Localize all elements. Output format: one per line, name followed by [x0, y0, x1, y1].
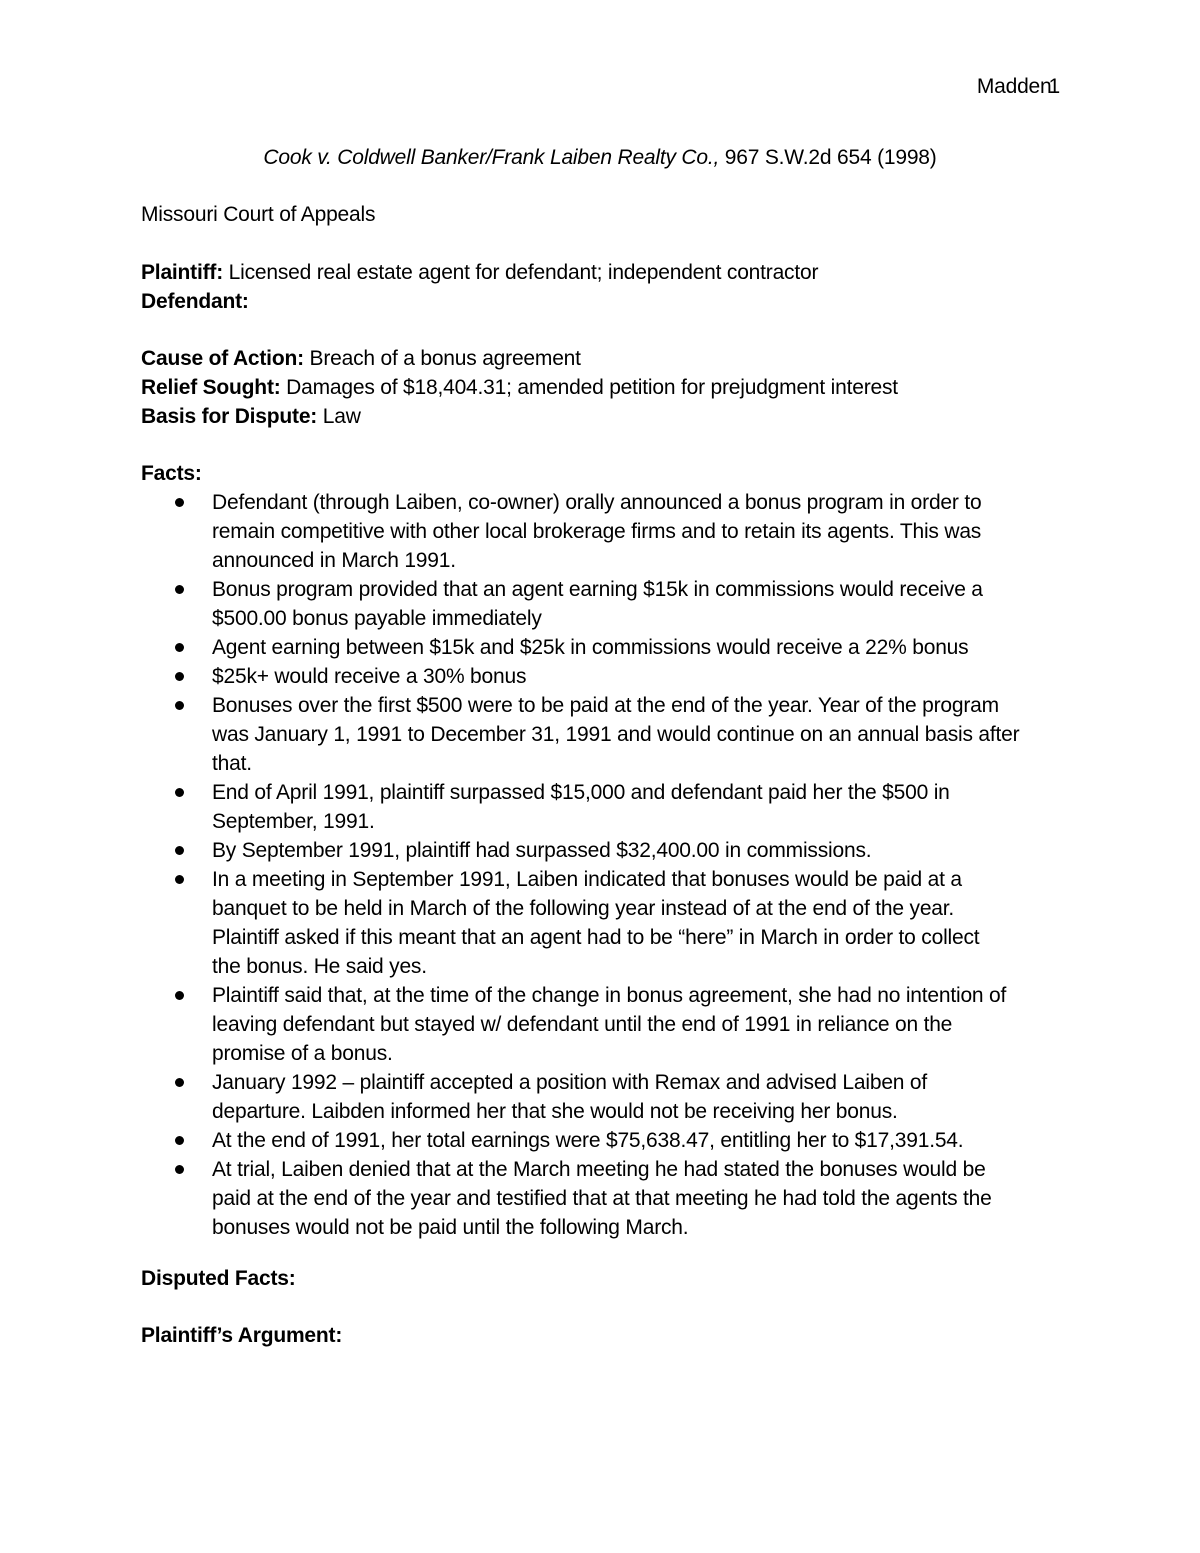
- fact-text-line: At the end of 1991, her total earnings were $75,638.47, entitling her to $17,391.54.: [212, 1129, 964, 1152]
- fact-text-line: Agent earning between $15k and $25k in commissions would receive a 22% bonus: [212, 636, 969, 659]
- bullet-icon: [175, 1078, 184, 1087]
- facts-heading: Facts:: [141, 462, 202, 485]
- disputed-facts-heading: Disputed Facts:: [141, 1267, 296, 1290]
- fact-text-line: was January 1, 1991 to December 31, 1991 and would continue on an annual basis after: [212, 723, 1020, 746]
- defendant-label: Defendant:: [141, 290, 249, 313]
- cause-of-action-line: [141, 344, 1061, 373]
- fact-text-line: $25k+ would receive a 30% bonus: [212, 665, 527, 688]
- bullet-icon: [175, 991, 184, 1000]
- basis-label: Basis for Dispute:: [141, 405, 318, 428]
- fact-text-line: Bonuses over the first $500 were to be paid at the end of the year. Year of the program: [212, 694, 999, 717]
- bullet-icon: [175, 585, 184, 594]
- fact-list-item: [141, 662, 1061, 691]
- fact-text: [212, 691, 1072, 778]
- fact-text: [212, 633, 1072, 662]
- relief-value: Damages of $18,404.31; amended petition for prejudgment interest: [286, 376, 898, 399]
- fact-list-item: [141, 575, 1061, 633]
- running-head-name: Madden: [976, 75, 1052, 98]
- parties-section: [141, 258, 1061, 316]
- bullet-icon: [175, 788, 184, 797]
- case-name: Cook v. Coldwell Banker/Frank Laiben Realty Co.,: [263, 146, 720, 169]
- plaintiff-argument-heading: Plaintiff’s Argument:: [141, 1324, 343, 1347]
- fact-text-line: that.: [212, 752, 252, 775]
- facts-section: [141, 459, 1061, 1242]
- fact-text-line: End of April 1991, plaintiff surpassed $15,000 and defendant paid her the $500 in: [212, 781, 950, 804]
- fact-list-item: [141, 691, 1061, 778]
- fact-text-line: By September 1991, plaintiff had surpassed $32,400.00 in commissions.: [212, 839, 872, 862]
- facts-list: [141, 488, 1061, 1242]
- cause-label: Cause of Action:: [141, 347, 304, 370]
- fact-text: [212, 836, 1072, 865]
- fact-list-item: [141, 836, 1061, 865]
- case-reporter: 967 S.W.2d 654 (1998): [724, 146, 937, 169]
- disputed-facts-section: [141, 1264, 1061, 1293]
- plaintiff-value: Licensed real estate agent for defendant; independent contractor: [228, 261, 819, 284]
- fact-text: [212, 575, 1072, 633]
- fact-list-item: [141, 778, 1061, 836]
- plaintiff-argument-section: [141, 1321, 1061, 1350]
- fact-text-line: announced in March 1991.: [212, 549, 456, 572]
- basis-for-dispute-line: [141, 402, 1061, 431]
- fact-text-line: In a meeting in September 1991, Laiben indicated that bonuses would be paid at a: [212, 868, 962, 891]
- relief-sought-line: [141, 373, 1061, 402]
- defendant-line: [141, 287, 1061, 316]
- bullet-icon: [175, 643, 184, 652]
- basis-value: Law: [322, 405, 361, 428]
- fact-text-line: paid at the end of the year and testified that at that meeting he had told the agents the: [212, 1187, 992, 1210]
- fact-text: [212, 488, 1072, 575]
- fact-list-item: [141, 1155, 1061, 1242]
- bullet-icon: [175, 846, 184, 855]
- bullet-icon: [175, 1136, 184, 1145]
- relief-label: Relief Sought:: [141, 376, 281, 399]
- plaintiff-line: [141, 258, 1061, 287]
- bullet-icon: [175, 1165, 184, 1174]
- bullet-icon: [175, 672, 184, 681]
- fact-text-line: promise of a bonus.: [212, 1042, 393, 1065]
- fact-text: [212, 865, 1072, 981]
- fact-list-item: [141, 488, 1061, 575]
- fact-text: [212, 1155, 1072, 1242]
- fact-text-line: leaving defendant but stayed w/ defendant until the end of 1991 in reliance on the: [212, 1013, 953, 1036]
- fact-text: [212, 981, 1072, 1068]
- fact-list-item: [141, 1068, 1061, 1126]
- fact-text-line: departure. Laibden informed her that she would not be receiving her bonus.: [212, 1100, 898, 1123]
- bullet-icon: [175, 498, 184, 507]
- fact-text-line: remain competitive with other local brokerage firms and to retain its agents. This was: [212, 520, 982, 543]
- fact-text-line: At trial, Laiben denied that at the March meeting he had stated the bonuses would be: [212, 1158, 986, 1181]
- cause-value: Breach of a bonus agreement: [309, 347, 581, 370]
- fact-text: [212, 662, 1072, 691]
- bullet-icon: [175, 875, 184, 884]
- case-info-section: [141, 344, 1061, 431]
- fact-text: [212, 778, 1072, 836]
- running-header: [977, 74, 1060, 100]
- fact-text: [212, 1068, 1072, 1126]
- fact-text-line: Bonus program provided that an agent earning $15k in commissions would receive a: [212, 578, 983, 601]
- fact-text-line: the bonus. He said yes.: [212, 955, 427, 978]
- fact-list-item: [141, 981, 1061, 1068]
- fact-text-line: January 1992 – plaintiff accepted a position with Remax and advised Laiben of: [212, 1071, 928, 1094]
- fact-text-line: banquet to be held in March of the following year instead of at the end of the year.: [212, 897, 955, 920]
- fact-text-line: $500.00 bonus payable immediately: [212, 607, 542, 630]
- fact-list-item: [141, 865, 1061, 981]
- fact-text-line: September, 1991.: [212, 810, 375, 833]
- fact-text-line: bonuses would not be paid until the following March.: [212, 1216, 689, 1239]
- court-name: Missouri Court of Appeals: [141, 203, 376, 226]
- bullet-icon: [175, 701, 184, 710]
- fact-text-line: Plaintiff asked if this meant that an agent had to be “here” in March in order to collect: [212, 926, 980, 949]
- fact-text-line: Plaintiff said that, at the time of the change in bonus agreement, she had no intention of: [212, 984, 1007, 1007]
- plaintiff-label: Plaintiff:: [141, 261, 223, 284]
- fact-list-item: [141, 1126, 1061, 1155]
- case-citation: [0, 143, 1200, 172]
- page-number: 1: [1048, 75, 1060, 98]
- fact-text: [212, 1126, 1072, 1155]
- fact-text-line: Defendant (through Laiben, co-owner) orally announced a bonus program in order to: [212, 491, 982, 514]
- fact-list-item: [141, 633, 1061, 662]
